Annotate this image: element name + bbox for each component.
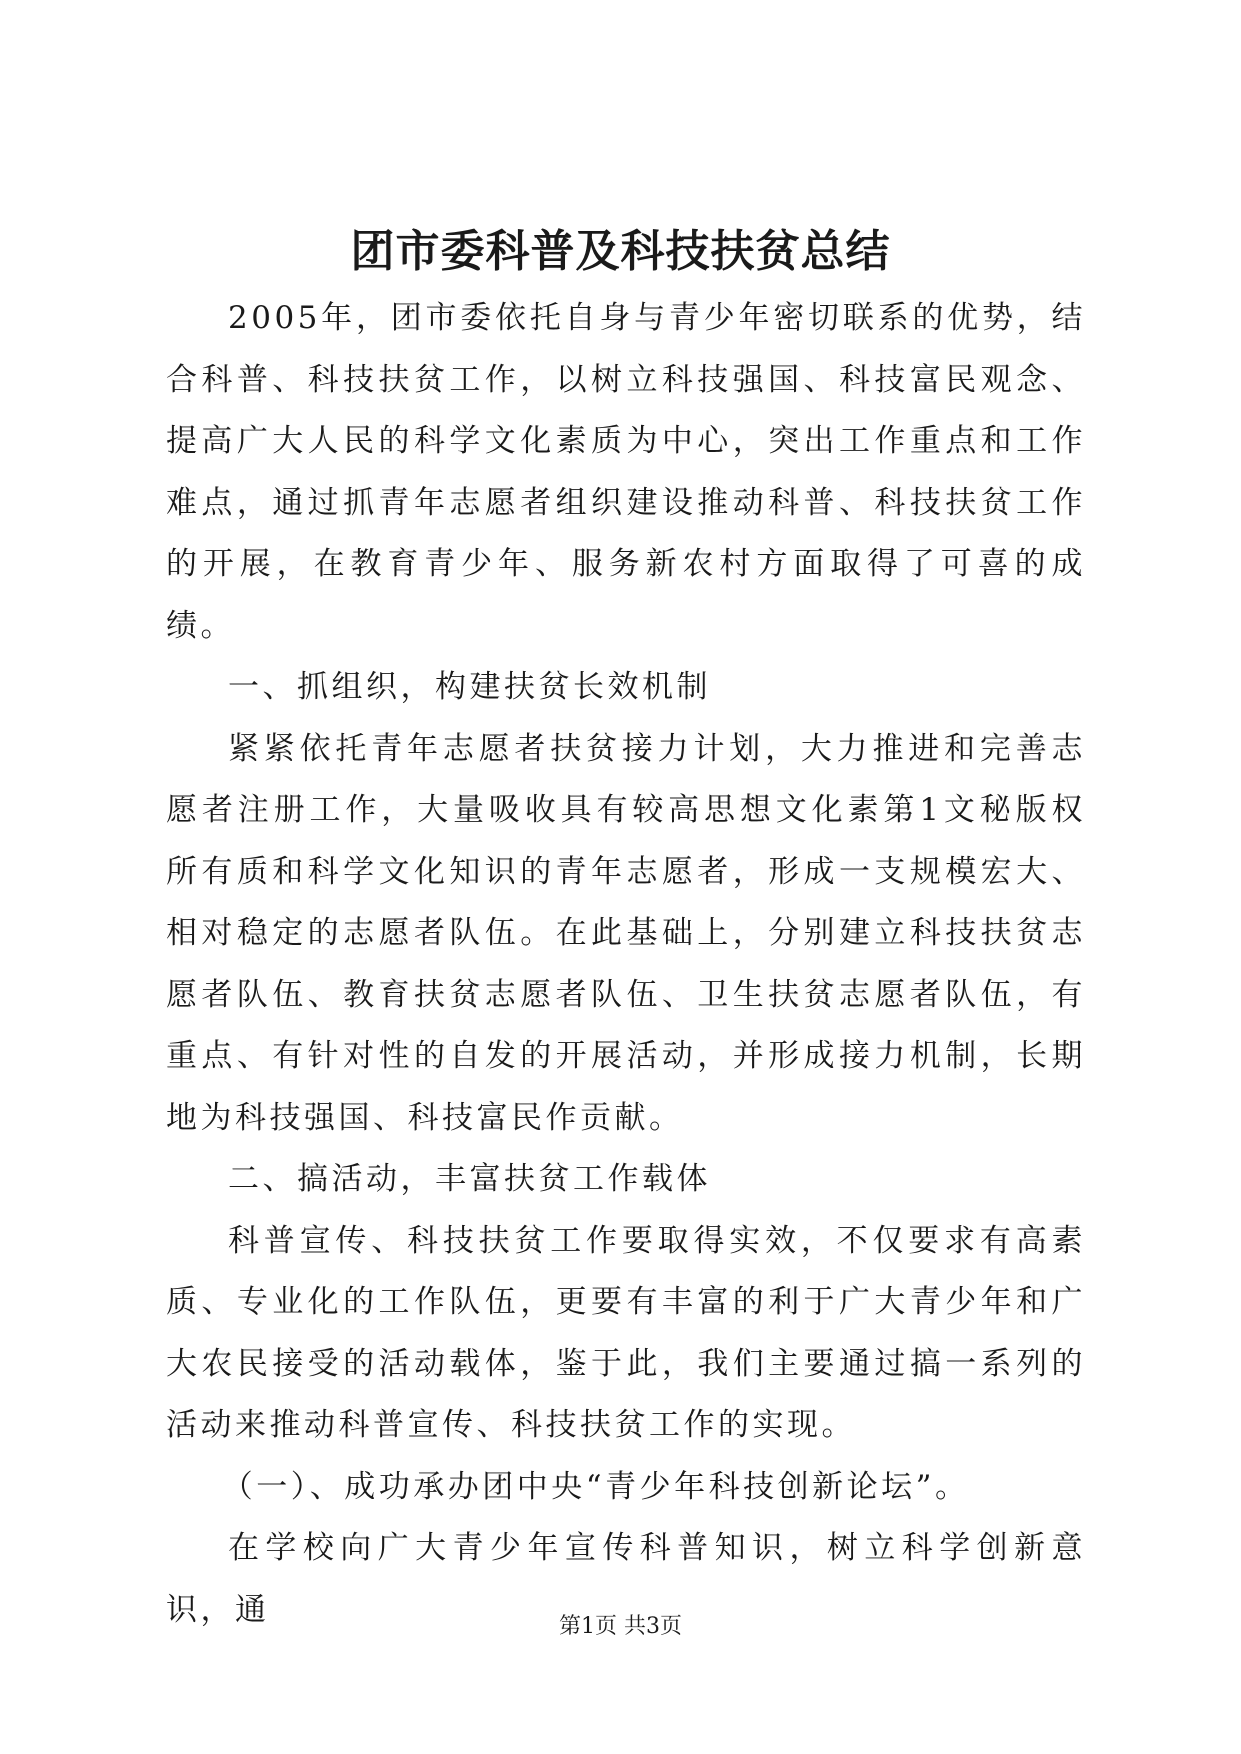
section-heading-2: 二、搞活动，丰富扶贫工作载体 xyxy=(228,1161,711,1197)
paragraph-section-2: 科普宣传、科技扶贫工作要取得实效，不仅要求有高素质、专业化的工作队伍，更要有丰富的利于广大青少年和广大农民接受的活动载体，鉴于此，我们主要通过搞一系列的活动来推动科普宣传、科技扶贫工作的实现。 xyxy=(166,1222,1086,1443)
document-body xyxy=(166,288,1086,1641)
section-heading-1: 一、抓组织，构建扶贫长效机制 xyxy=(228,669,711,705)
paragraph-subsection-1: 在学校向广大青少年宣传科普知识，树立科学创新意识，通 xyxy=(166,1530,1086,1628)
paragraph-intro: 2005年，团市委依托自身与青少年密切联系的优势，结合科普、科技扶贫工作，以树立科技强国、科技富民观念、提高广大人民的科学文化素质为中心，突出工作重点和工作难点，通过抓青年志愿者组织建设推动科普、科技扶贫工作的开展，在教育青少年、服务新农村方面取得了可喜的成绩。 xyxy=(166,300,1086,644)
subsection-heading-1: （一）、成功承办团中央“青少年科技创新论坛”。 xyxy=(221,1468,970,1505)
paragraph-section-1: 紧紧依托青年志愿者扶贫接力计划，大力推进和完善志愿者注册工作，大量吸收具有较高思想文化素第1文秘版权所有质和科学文化知识的青年志愿者，形成一支规模宏大、相对稳定的志愿者队伍。在此基础上，分别建立科技扶贫志愿者队伍、教育扶贫志愿者队伍、卫生扶贫志愿者队伍，有重点、有针对性的自发的开展活动，并形成接力机制，长期地为科技强国、科技富民作贡献。 xyxy=(166,730,1086,1136)
page-footer: 第1页 共3页 xyxy=(559,1614,682,1639)
document-title: 团市委科普及科技扶贫总结 xyxy=(350,226,891,277)
